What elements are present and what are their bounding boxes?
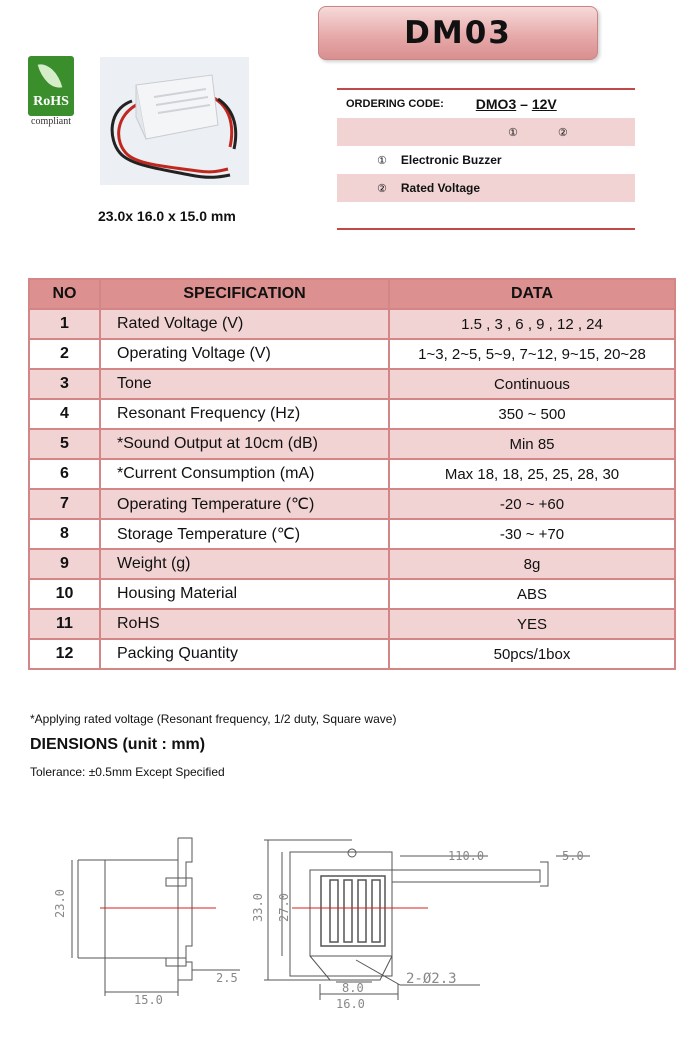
- divider-bottom: [337, 228, 635, 230]
- product-title: DM03: [404, 15, 512, 51]
- dimensions-heading: DIENSIONS (unit : mm): [30, 736, 206, 753]
- cell-no: 10: [29, 579, 100, 609]
- cell-no: 11: [29, 609, 100, 639]
- dim-body-width: 16.0: [336, 997, 365, 1011]
- cell-data: 1.5 , 3 , 6 , 9 , 12 , 24: [389, 309, 675, 339]
- table-row: [29, 459, 675, 489]
- cell-specification: Packing Quantity: [100, 639, 389, 669]
- cell-specification: Housing Material: [100, 579, 389, 609]
- ordering-code-row: [337, 90, 635, 118]
- cell-no: 1: [29, 309, 100, 339]
- table-row: [29, 579, 675, 609]
- ordering-code-value: [476, 96, 557, 112]
- dimensions-summary: 23.0x 16.0 x 15.0 mm: [98, 208, 236, 224]
- cell-data: -30 ~ +70: [389, 519, 675, 549]
- buzzer-photo-image: [100, 57, 249, 185]
- specification-table: [28, 278, 676, 670]
- table-row: [29, 519, 675, 549]
- cell-no: 7: [29, 489, 100, 519]
- ordering-item: [337, 174, 635, 202]
- code-dash: –: [520, 96, 528, 112]
- cell-no: 4: [29, 399, 100, 429]
- table-row: [29, 369, 675, 399]
- dim-left-width: 15.0: [134, 993, 163, 1007]
- cell-data: -20 ~ +60: [389, 489, 675, 519]
- table-row: [29, 429, 675, 459]
- rohs-logo: [28, 56, 76, 128]
- cell-specification: Tone: [100, 369, 389, 399]
- cell-specification: Storage Temperature (℃): [100, 519, 389, 549]
- ordering-item: [337, 146, 635, 174]
- cell-specification: Resonant Frequency (Hz): [100, 399, 389, 429]
- cell-specification: Operating Temperature (℃): [100, 489, 389, 519]
- footnote: *Applying rated voltage (Resonant frequency, 1/2 duty, Square wave): [30, 712, 397, 726]
- dim-left-pin: 2.5: [216, 971, 238, 985]
- dim-right-outer-height: 33.0: [251, 893, 265, 922]
- mark-1: ①: [508, 125, 518, 139]
- cell-no: 5: [29, 429, 100, 459]
- side-view: [72, 838, 240, 996]
- rohs-badge: [28, 56, 74, 116]
- cell-specification: Rated Voltage (V): [100, 309, 389, 339]
- dim-holes: 2-Ø2.3: [406, 971, 457, 987]
- cell-data: Min 85: [389, 429, 675, 459]
- cell-no: 3: [29, 369, 100, 399]
- cell-no: 6: [29, 459, 100, 489]
- dim-wire-tip: 5.0: [562, 849, 584, 863]
- cell-specification: RoHS: [100, 609, 389, 639]
- cell-specification: *Current Consumption (mA): [100, 459, 389, 489]
- cell-no: 2: [29, 339, 100, 369]
- cell-specification: *Sound Output at 10cm (dB): [100, 429, 389, 459]
- dim-left-height: 23.0: [53, 889, 67, 918]
- ordering-code-block: [337, 88, 635, 230]
- ordering-marks-row: [337, 118, 635, 146]
- cell-data: Max 18, 18, 25, 25, 28, 30: [389, 459, 675, 489]
- cell-specification: Weight (g): [100, 549, 389, 579]
- header-specification: SPECIFICATION: [100, 279, 389, 309]
- table-row: [29, 339, 675, 369]
- table-row: [29, 399, 675, 429]
- cell-data: ABS: [389, 579, 675, 609]
- dimension-drawing: [0, 820, 690, 1020]
- tolerance-note: Tolerance: ±0.5mm Except Specified: [30, 765, 225, 779]
- rohs-logo-text: RoHS: [33, 94, 69, 109]
- product-photo: [100, 57, 249, 185]
- table-header-row: [29, 279, 675, 309]
- mark-2: ②: [557, 125, 568, 139]
- cell-specification: Operating Voltage (V): [100, 339, 389, 369]
- code-part-model: DMO3: [475, 96, 517, 112]
- table-row: [29, 309, 675, 339]
- cell-data: YES: [389, 609, 675, 639]
- cell-data: 350 ~ 500: [389, 399, 675, 429]
- rohs-caption: compliant: [31, 116, 71, 127]
- cell-no: 12: [29, 639, 100, 669]
- ordering-item-text: Electronic Buzzer: [400, 153, 502, 167]
- ordering-item-text: Rated Voltage: [400, 181, 480, 195]
- ordering-item-mark: ②: [377, 181, 387, 195]
- dim-wire-length: 110.0: [448, 849, 485, 863]
- header-no: NO: [29, 279, 100, 309]
- dim-right-inner-height: 27.0: [277, 893, 291, 922]
- table-row: [29, 549, 675, 579]
- table-row: [29, 489, 675, 519]
- leaf-icon: [38, 60, 63, 92]
- ordering-item-mark: ①: [377, 153, 387, 167]
- header-data: DATA: [389, 279, 675, 309]
- code-part-voltage: 12V: [531, 96, 557, 112]
- cell-data: 8g: [389, 549, 675, 579]
- cell-data: Continuous: [389, 369, 675, 399]
- ordering-code-label: ORDERING CODE:: [346, 98, 444, 110]
- table-row: [29, 609, 675, 639]
- cell-data: 1~3, 2~5, 5~9, 7~12, 9~15, 20~28: [389, 339, 675, 369]
- dim-hole-spacing: 8.0: [342, 981, 364, 995]
- cell-no: 9: [29, 549, 100, 579]
- cell-no: 8: [29, 519, 100, 549]
- cell-data: 50pcs/1box: [389, 639, 675, 669]
- table-row: [29, 639, 675, 669]
- product-title-badge: [318, 6, 598, 60]
